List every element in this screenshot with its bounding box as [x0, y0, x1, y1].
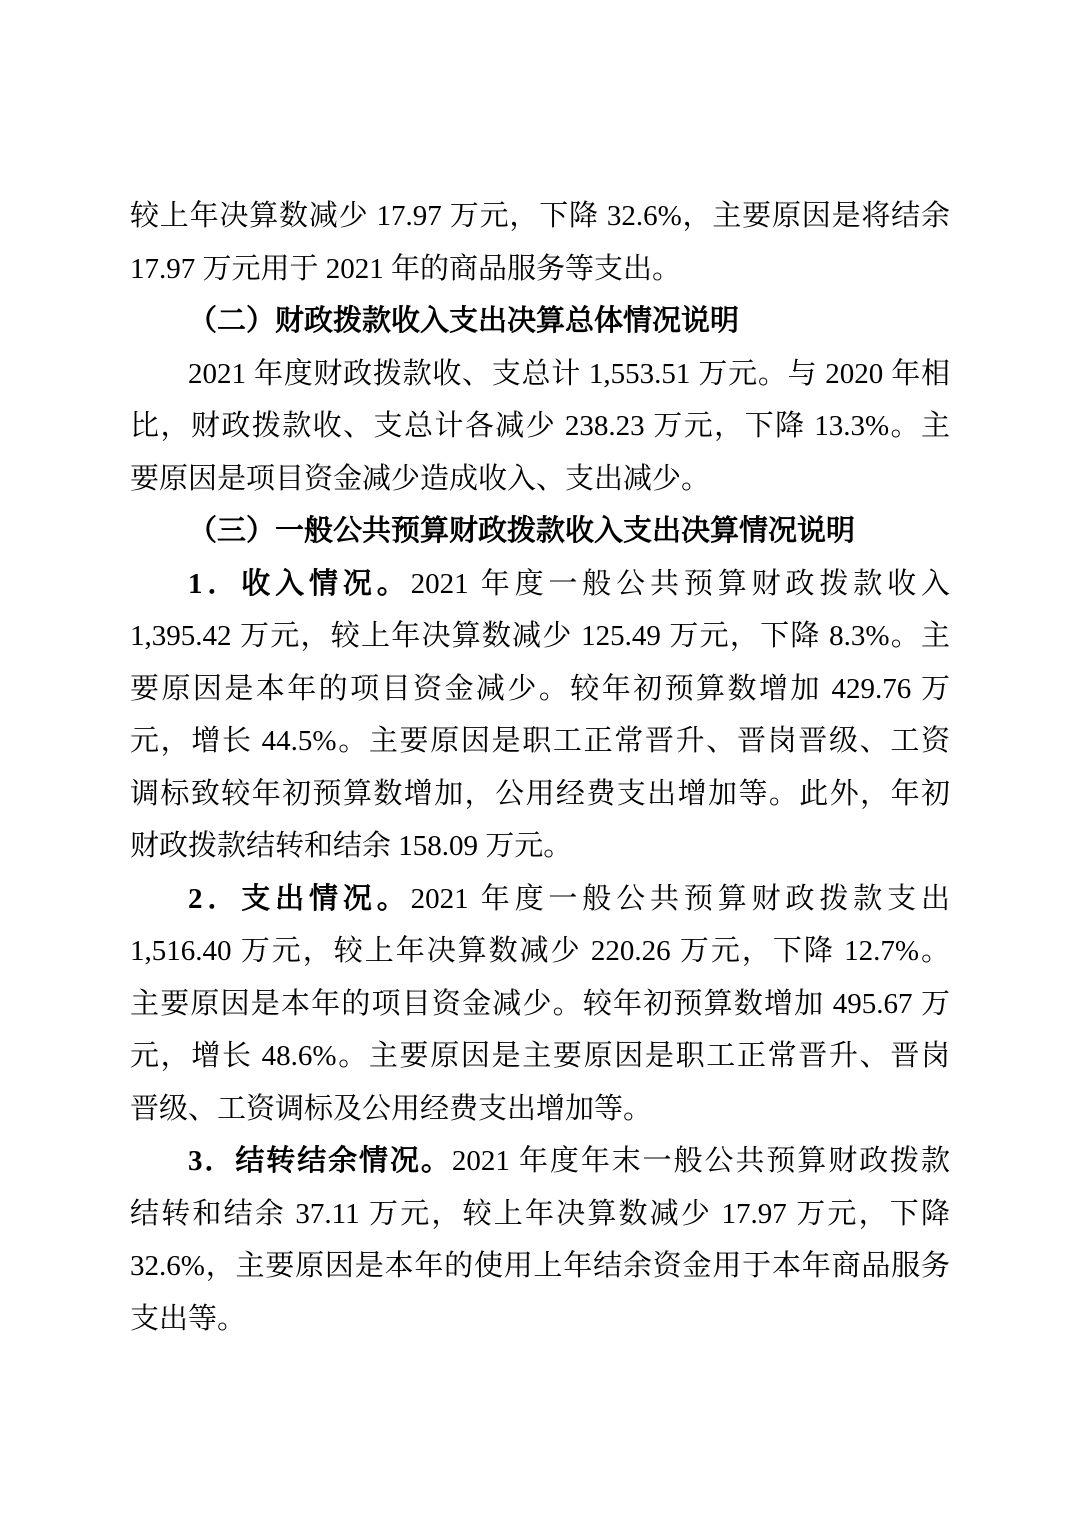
text-line: 2021 年度财政拨款收、支总计 1,553.51 万元。与 2020 年相 — [188, 357, 950, 390]
text-line: 2．支出情况。2021 年度一般公共预算财政拨款支出 — [188, 882, 950, 915]
text-line: 比，财政拨款收、支总计各减少 238.23 万元，下降 13.3%。主 — [130, 410, 950, 442]
text-line: 1,395.42 万元，较上年决算数减少 125.49 万元，下降 8.3%。主 — [130, 620, 950, 652]
document-text-content — [130, 190, 950, 1345]
text-line: 要原因是本年的项目资金减少。较年初预算数增加 429.76 万 — [130, 672, 950, 705]
text-line: 1,516.40 万元，较上年决算数减少 220.26 万元，下降 12.7%。 — [130, 935, 950, 967]
text-line: 较上年决算数减少 17.97 万元，下降 32.6%，主要原因是将结余 — [130, 200, 950, 232]
bold-lead: 3．结转结余情况。 — [188, 1145, 452, 1177]
section-heading-line: （二）财政拨款收入支出决算总体情况说明 — [188, 305, 740, 337]
text-line: 调标致较年初预算数增加，公用经费支出增加等。此外，年初 — [130, 777, 950, 810]
text-line: 1．收入情况。2021 年度一般公共预算财政拨款收入 — [188, 567, 950, 600]
text-line: 支出等。 — [130, 1302, 247, 1335]
text-line: 财政拨款结转和结余 158.09 万元。 — [130, 830, 573, 862]
text-line: 元，增长 44.5%。主要原因是职工正常晋升、晋岗晋级、工资 — [130, 725, 950, 757]
bold-lead: 1．收入情况。 — [188, 567, 411, 600]
text-line: 结转和结余 37.11 万元，较上年决算数减少 17.97 万元，下降 — [130, 1197, 950, 1230]
text-line: 主要原因是本年的项目资金减少。较年初预算数增加 495.67 万 — [130, 987, 950, 1020]
section-heading-line: （三）一般公共预算财政拨款收入支出决算情况说明 — [188, 515, 856, 547]
text-line: 3．结转结余情况。2021 年度年末一般公共预算财政拨款 — [188, 1145, 950, 1177]
text-line: 17.97 万元用于 2021 年的商品服务等支出。 — [130, 252, 682, 285]
text-line: 元，增长 48.6%。主要原因是主要原因是职工正常晋升、晋岗 — [130, 1040, 950, 1072]
text-line: 晋级、工资调标及公用经费支出增加等。 — [130, 1092, 653, 1125]
text-line: 要原因是项目资金减少造成收入、支出减少。 — [130, 462, 711, 495]
bold-lead: 2．支出情况。 — [188, 882, 411, 915]
text-line: 32.6%，主要原因是本年的使用上年结余资金用于本年商品服务 — [130, 1250, 950, 1282]
